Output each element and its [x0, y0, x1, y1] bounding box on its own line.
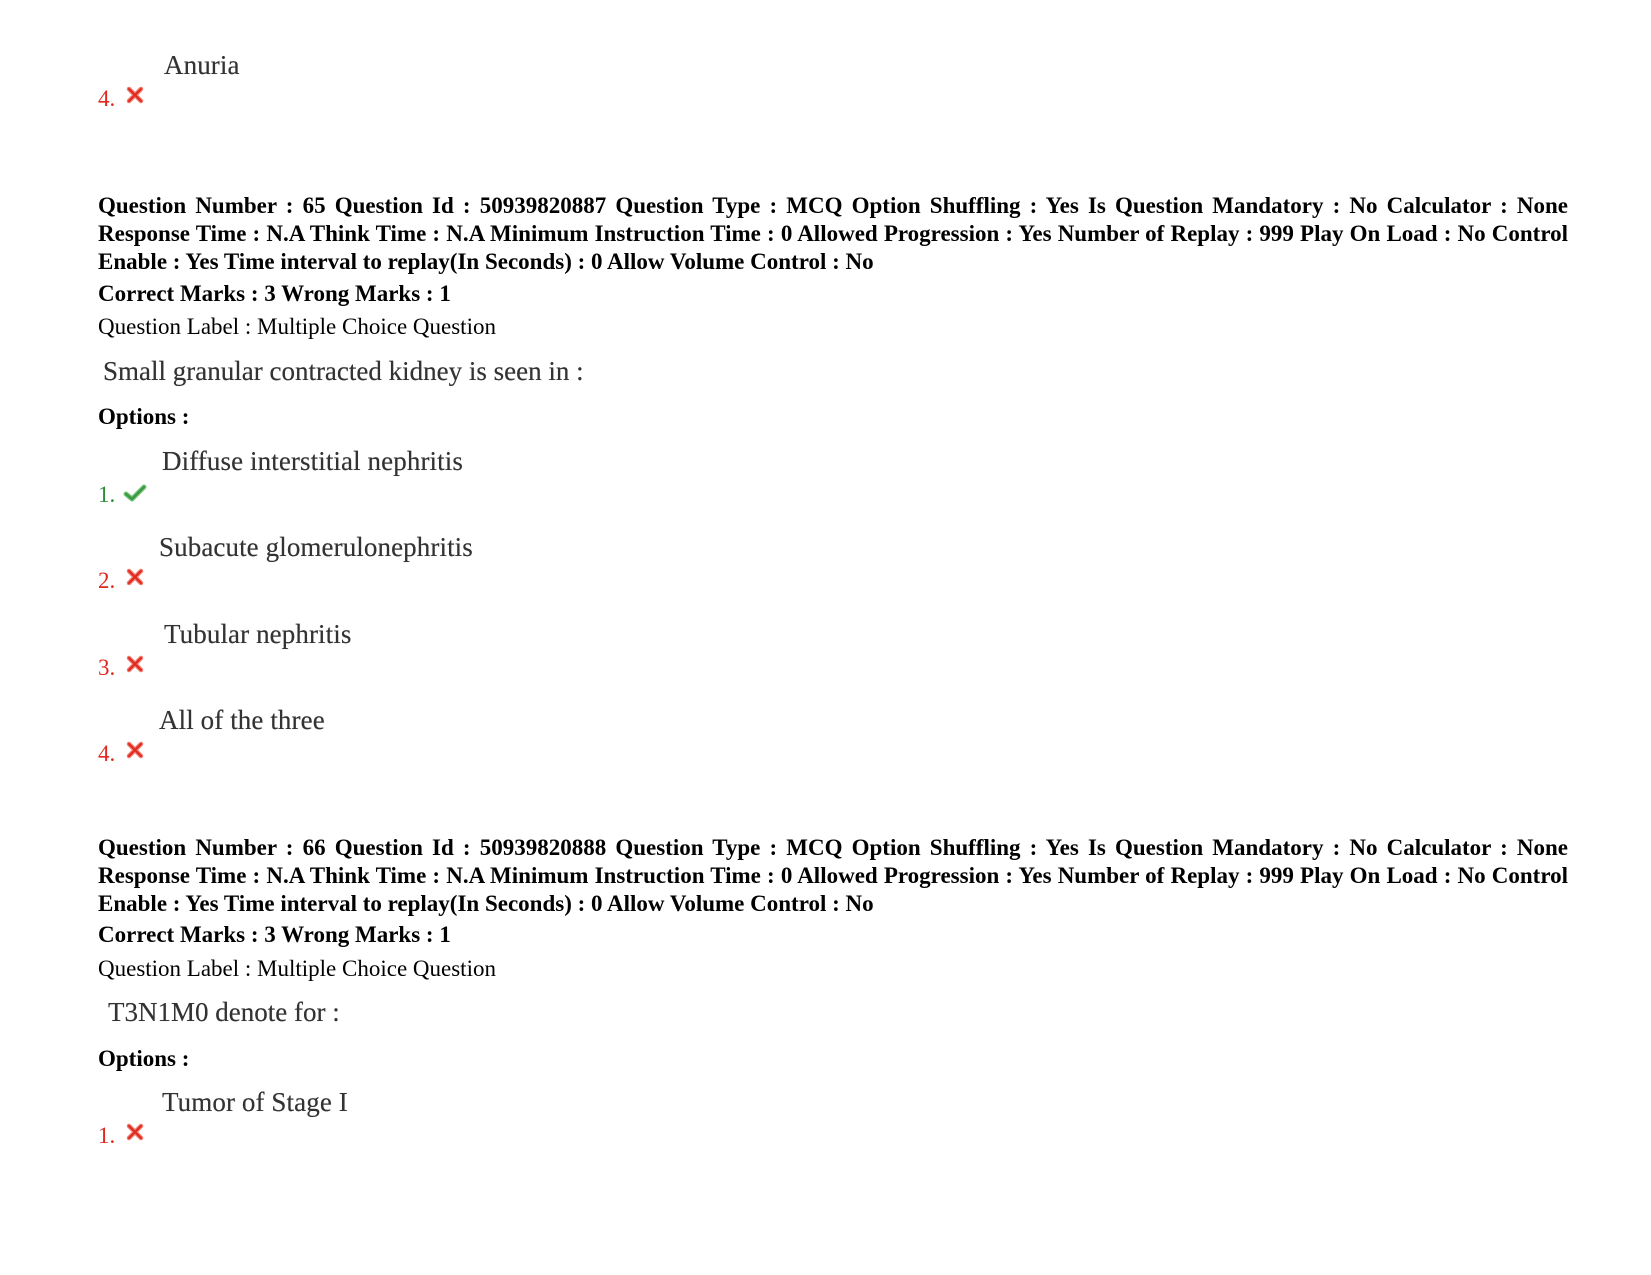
option-text: Diffuse interstitial nephritis [162, 446, 463, 476]
question-text: Small granular contracted kidney is seen in : [103, 356, 584, 386]
option-text: Tumor of Stage I [162, 1087, 348, 1117]
options-heading: Options : [98, 1046, 190, 1071]
cross-icon [126, 86, 144, 104]
cross-icon [126, 655, 144, 673]
question-text: T3N1M0 denote for : [108, 997, 340, 1027]
option-number: 1. [98, 482, 116, 507]
option-number: 4. [98, 741, 116, 766]
question-label: Question Label : Multiple Choice Question [98, 314, 496, 339]
question-marks: Correct Marks : 3 Wrong Marks : 1 [98, 281, 451, 306]
check-icon [123, 484, 147, 502]
option-item [98, 705, 998, 765]
option-item [98, 619, 998, 679]
option-number: 3. [98, 655, 116, 680]
option-text: Subacute glomerulonephritis [159, 532, 473, 562]
question-meta: Question Number : 65 Question Id : 50939820887 Question Type : MCQ Option Shuffling : Yes Is Question Mandatory : No Calculator : None Response Time : N.A Think Time : N.A Minimum Instruction Time : 0 Allowed Progression : Yes Number of Replay : 999 Play On Load : No Control Enable : Yes Time interval to replay(In Seconds) : 0 Allow Volume Control : No [98, 193, 1568, 274]
option-item [98, 50, 998, 110]
option-text: Tubular nephritis [164, 619, 352, 649]
option-number: 2. [98, 568, 116, 593]
question-label: Question Label : Multiple Choice Question [98, 956, 496, 981]
option-text: Anuria [164, 50, 240, 80]
option-item [98, 532, 998, 592]
cross-icon [126, 568, 144, 586]
question-meta: Question Number : 66 Question Id : 50939820888 Question Type : MCQ Option Shuffling : Yes Is Question Mandatory : No Calculator : None Response Time : N.A Think Time : N.A Minimum Instruction Time : 0 Allowed Progression : Yes Number of Replay : 999 Play On Load : No Control Enable : Yes Time interval to replay(In Seconds) : 0 Allow Volume Control : No [98, 835, 1568, 916]
cross-icon [126, 741, 144, 759]
option-item [98, 1087, 998, 1147]
option-item [98, 446, 998, 506]
options-heading: Options : [98, 404, 190, 429]
question-marks: Correct Marks : 3 Wrong Marks : 1 [98, 922, 451, 947]
option-text: All of the three [159, 705, 325, 735]
cross-icon [126, 1123, 144, 1141]
option-number: 4. [98, 86, 116, 111]
option-number: 1. [98, 1123, 116, 1148]
